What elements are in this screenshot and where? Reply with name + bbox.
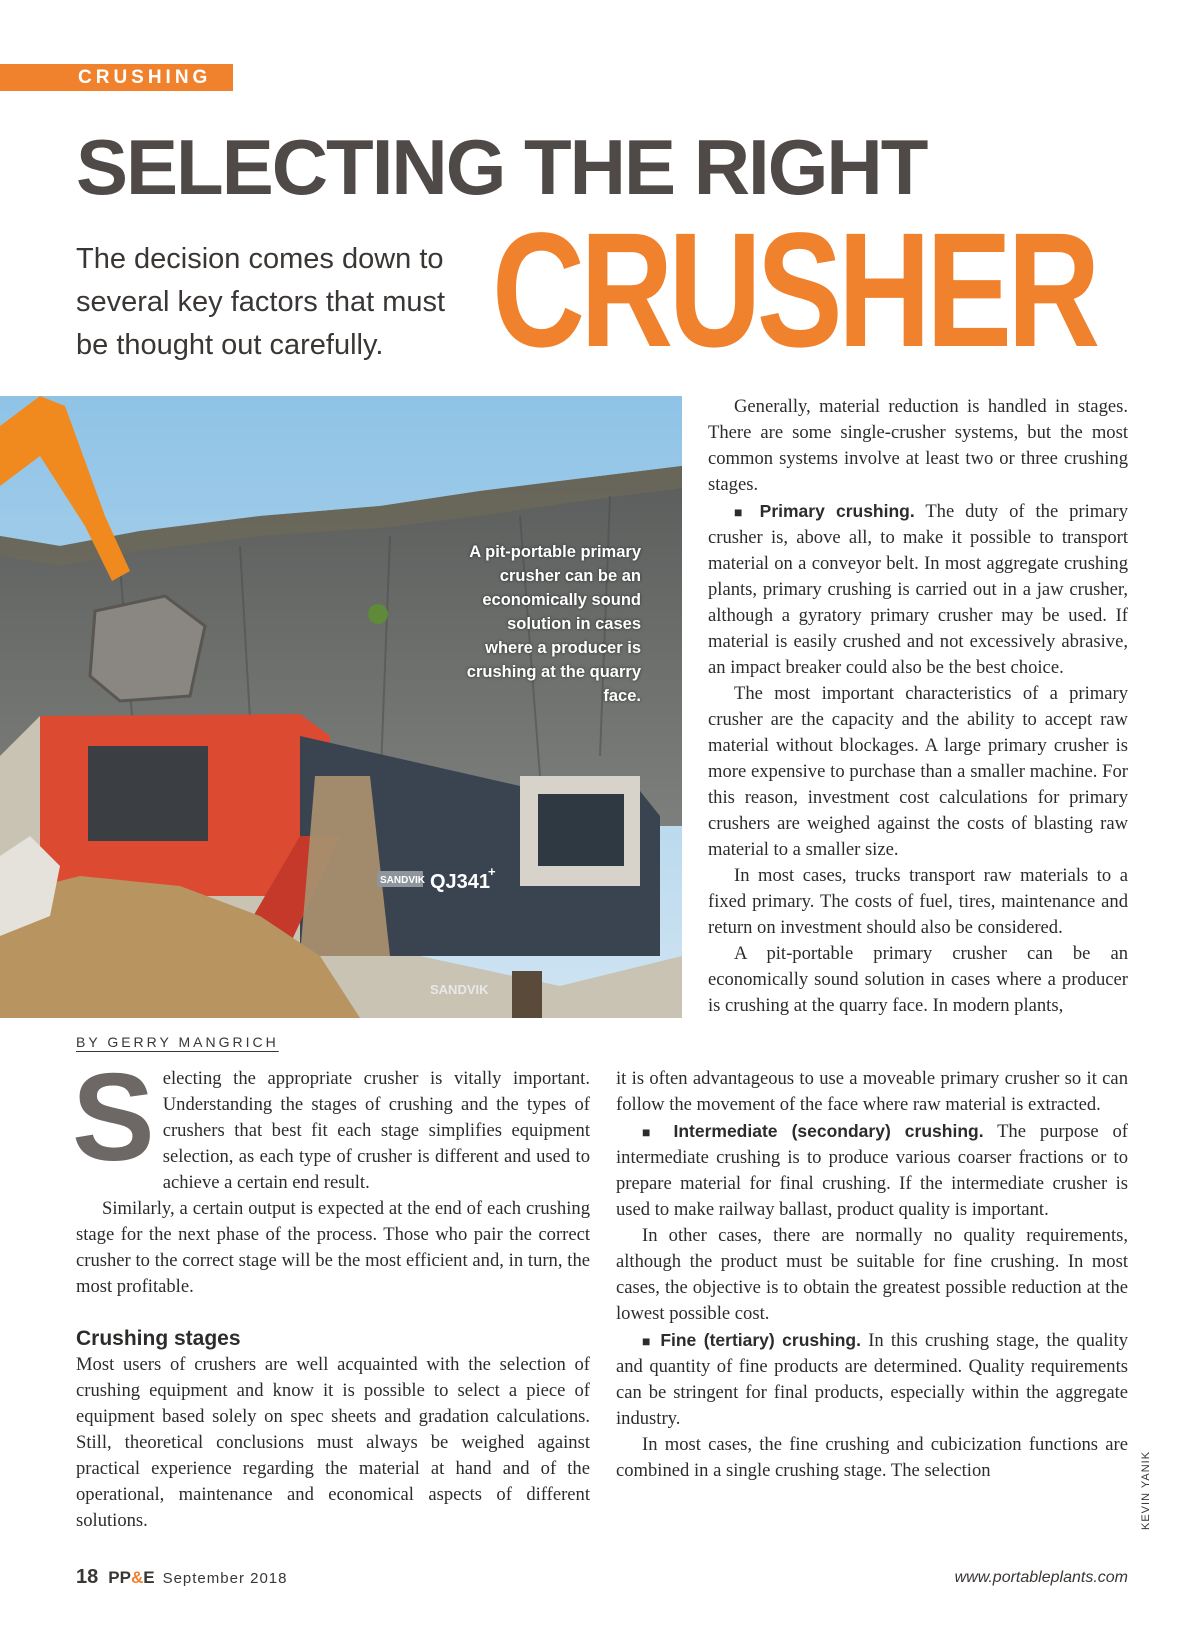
- subhead-crushing-stages: Crushing stages: [76, 1327, 241, 1350]
- left-column: [72, 1049, 590, 1534]
- paragraph: In most cases, trucks transport raw materials to a fixed primary. The costs of fuel, tires, maintenance and return on investment should also be considered.: [708, 865, 1128, 938]
- wooden-post: [512, 971, 542, 1018]
- feature-photo: [0, 396, 682, 1018]
- machine-model-suffix: +: [488, 864, 496, 879]
- paragraph-intermediate: [616, 1118, 1128, 1223]
- paragraph: Generally, material reduction is handled in stages. There are some single-crusher systems, but the most common systems involve at least two or three crushing stages.: [708, 396, 1128, 495]
- paragraph: In other cases, there are normally no quality requirements, although the product must be suitable for fine crushing. In most cases, the objective is to obtain the greatest possible reduction at the lowest possible cost.: [616, 1225, 1128, 1324]
- page-number: 18: [76, 1566, 99, 1588]
- right-column-top: [708, 394, 1128, 1019]
- paragraph: Similarly, a certain output is expected at the end of each crushing stage for the next phase of the process. Those who pair the correct crusher to the correct stage will be the most efficient and, in turn, the most profitable.: [76, 1198, 590, 1297]
- paragraph: In most cases, the fine crushing and cubicization functions are combined in a single crushing stage. The selection: [616, 1434, 1128, 1481]
- drop-cap: S: [72, 1049, 155, 1187]
- footer-folio: [76, 1566, 287, 1589]
- byline: BY GERRY MANGRICH: [76, 1034, 279, 1050]
- right-column-bottom: [616, 1066, 1128, 1484]
- primary-text: The duty of the primary crusher is, above all, to make it possible to transport material on a conveyor belt. In most aggregate crushing plants, primary crushing is carried out in a jaw crusher, although a gyratory primary crusher may be used. If material is easily crushed and not excessively abrasive, an impact breaker could also be the best choice.: [708, 501, 1128, 678]
- machine-brand: SANDVIK: [380, 875, 426, 886]
- photo-credit: KEVIN YANIK: [1140, 1450, 1152, 1530]
- bullet-icon: ■: [642, 1333, 654, 1349]
- fine-text: In this crushing stage, the quality and quantity of fine products are determined. Quality requirements can be stringent for final products, especially within the aggregate industry.: [616, 1330, 1129, 1429]
- headline-accent: CRUSHER: [492, 198, 1096, 381]
- machine-brand-lower: SANDVIK: [430, 982, 489, 997]
- run-in-intermediate: Intermediate (secondary) crushing.: [673, 1121, 984, 1141]
- website-link[interactable]: www.portableplants.com: [954, 1569, 1128, 1586]
- paragraph-primary: [708, 498, 1128, 681]
- excavator-bucket: [90, 596, 205, 701]
- headline: SELECTING THE RIGHT: [76, 123, 927, 211]
- cab-window: [538, 794, 624, 866]
- intro-text: electing the appropriate crusher is vitally important. Understanding the stages of crushing and the types of crushers that best fit each stage simplifies equipment selection, as each type of crusher is different and used to achieve a certain end result.: [162, 1068, 590, 1193]
- bullet-icon: ■: [734, 504, 749, 520]
- paragraph: The most important characteristics of a primary crusher are the capacity and the ability to accept raw material without blockages. A large primary crusher is more expensive to purchase than a smaller machine. For this reason, investment cost calculations for primary crushers are weighed against the costs of blasting raw material to a smaller size.: [708, 683, 1128, 860]
- paragraph: it is often advantageous to use a moveable primary crusher so it can follow the movement of the face where raw material is extracted.: [616, 1068, 1128, 1115]
- paragraph: A pit-portable primary crusher can be an economically sound solution in cases where a producer is crushing at the quarry face. In modern plants,: [708, 943, 1128, 1016]
- issue-date: September 2018: [162, 1570, 288, 1587]
- shrub: [368, 604, 388, 624]
- section-tag: CRUSHING: [0, 64, 233, 91]
- run-in-primary: Primary crushing.: [759, 501, 915, 521]
- machine-model: QJ341: [430, 871, 491, 893]
- run-in-fine: Fine (tertiary) crushing.: [660, 1330, 861, 1350]
- magazine-name: PP&E: [108, 1568, 155, 1587]
- crusher-panel: [88, 746, 208, 841]
- paragraph-fine: [616, 1327, 1128, 1432]
- intro-paragraph: [72, 1049, 590, 1196]
- deck: The decision comes down to several key factors that must be thought out carefully.: [76, 243, 446, 361]
- paragraph: Most users of crushers are well acquainted with the selection of crushing equipment and know it is possible to select a piece of equipment based solely on spec sheets and gradation calculations. Still, theoretical conclusions must always be weighed against practical experience regarding the material at hand and of the operational, maintenance and economical aspects of different solutions.: [76, 1354, 590, 1531]
- photo-caption: A pit-portable primary crusher can be an economically sound solution in cases where a producer is crushing at the quarry face.: [466, 543, 641, 705]
- bullet-icon: ■: [642, 1124, 660, 1140]
- intermediate-text: The purpose of intermediate crushing is to produce various coarser fractions or to prepare material for final crushing. If the intermediate crusher is used to make railway ballast, product quality is important.: [616, 1121, 1128, 1220]
